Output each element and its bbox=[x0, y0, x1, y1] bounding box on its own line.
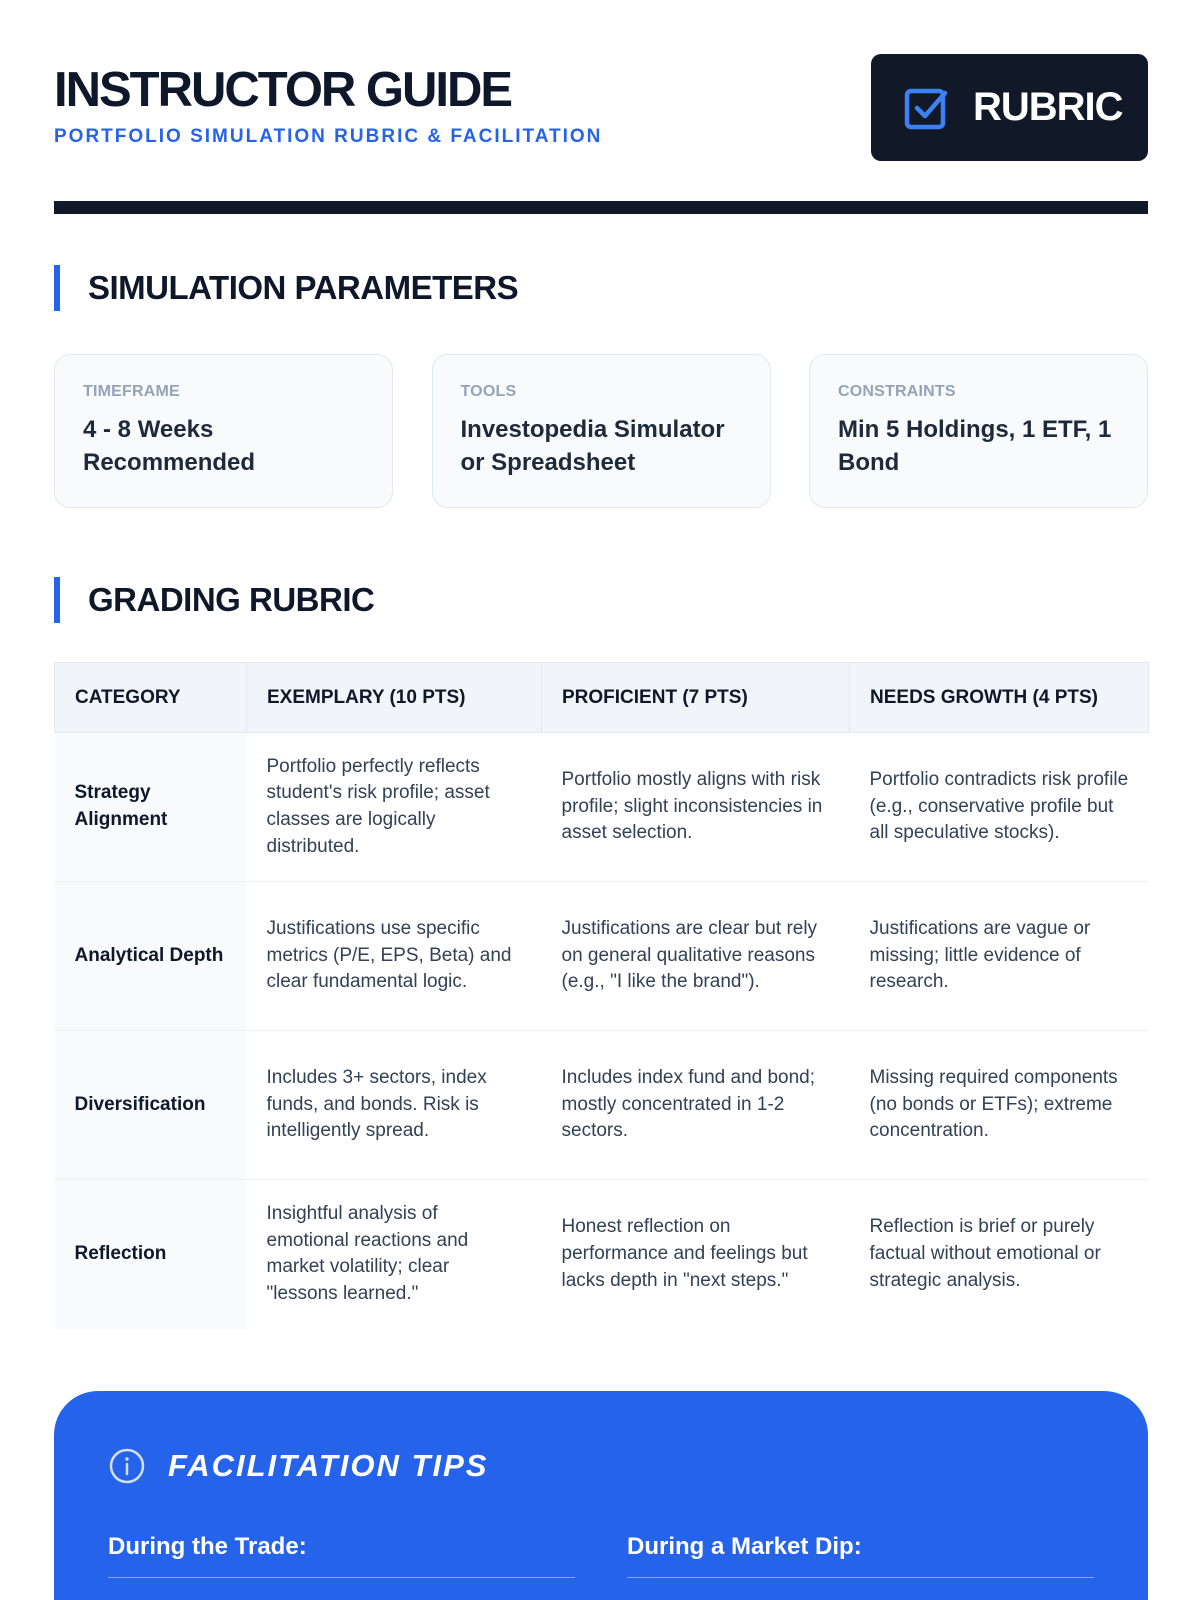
category-cell: Strategy Alignment bbox=[55, 733, 247, 882]
column-header: CATEGORY bbox=[55, 663, 247, 733]
category-cell: Analytical Depth bbox=[55, 882, 247, 1031]
category-cell: Reflection bbox=[55, 1180, 247, 1329]
needs-growth-cell: Portfolio contradicts risk profile (e.g., conservative profile but all speculative stocks). bbox=[850, 733, 1149, 882]
table-row bbox=[55, 1031, 1149, 1180]
param-label: TIMEFRAME bbox=[83, 383, 180, 400]
table-row bbox=[55, 1180, 1149, 1329]
page-header bbox=[54, 54, 1148, 164]
section-accent-bar bbox=[54, 577, 60, 623]
section-accent-bar bbox=[54, 265, 60, 311]
badge-label: RUBRIC bbox=[973, 85, 1123, 129]
tips-column-heading: During the Trade: bbox=[108, 1533, 575, 1578]
header-divider bbox=[54, 201, 1148, 214]
section-title: SIMULATION PARAMETERS bbox=[88, 269, 519, 306]
table-row bbox=[55, 733, 1149, 882]
section-heading-parameters bbox=[54, 264, 518, 312]
rubric-badge bbox=[871, 54, 1148, 161]
table-header-row bbox=[55, 663, 1149, 733]
tips-column-trade bbox=[108, 1533, 575, 1578]
param-value: Investopedia Simulator or Spreadsheet bbox=[460, 416, 725, 476]
tips-column-heading: During a Market Dip: bbox=[627, 1533, 1094, 1578]
param-card-constraints bbox=[809, 354, 1148, 508]
param-value: 4 - 8 Weeks Recommended bbox=[83, 416, 256, 476]
page-subtitle: PORTFOLIO SIMULATION RUBRIC & FACILITATION bbox=[54, 126, 603, 147]
needs-growth-cell: Missing required components (no bonds or ETFs); extreme concentration. bbox=[850, 1031, 1149, 1180]
proficient-cell: Includes index fund and bond; mostly concentrated in 1-2 sectors. bbox=[542, 1031, 850, 1180]
exemplary-cell: Includes 3+ sectors, index funds, and bonds. Risk is intelligently spread. bbox=[247, 1031, 542, 1180]
param-label: CONSTRAINTS bbox=[838, 383, 956, 400]
proficient-cell: Portfolio mostly aligns with risk profile; slight inconsistencies in asset selection. bbox=[542, 733, 850, 882]
page-title: INSTRUCTOR GUIDE bbox=[54, 63, 512, 117]
tips-heading bbox=[108, 1447, 488, 1485]
parameter-cards bbox=[54, 354, 1148, 508]
param-value: Min 5 Holdings, 1 ETF, 1 Bond bbox=[838, 416, 1112, 476]
column-header: EXEMPLARY (10 PTS) bbox=[247, 663, 542, 733]
needs-growth-cell: Justifications are vague or missing; little evidence of research. bbox=[850, 882, 1149, 1031]
proficient-cell: Justifications are clear but rely on general qualitative reasons (e.g., "I like the brand"). bbox=[542, 882, 850, 1031]
rubric-table bbox=[54, 662, 1149, 1329]
category-cell: Diversification bbox=[55, 1031, 247, 1180]
exemplary-cell: Justifications use specific metrics (P/E, EPS, Beta) and clear fundamental logic. bbox=[247, 882, 542, 1031]
tips-column-dip bbox=[627, 1533, 1094, 1578]
tips-title: FACILITATION TIPS bbox=[168, 1448, 489, 1483]
section-heading-rubric bbox=[54, 576, 374, 624]
param-card-timeframe bbox=[54, 354, 393, 508]
table-row bbox=[55, 882, 1149, 1031]
info-icon bbox=[108, 1447, 146, 1485]
exemplary-cell: Insightful analysis of emotional reactions and market volatility; clear "lessons learned." bbox=[266, 1203, 469, 1304]
exemplary-cell: Portfolio perfectly reflects student's risk profile; asset classes are logically distributed. bbox=[247, 733, 542, 882]
column-header: NEEDS GROWTH (4 PTS) bbox=[850, 663, 1149, 733]
facilitation-tips-panel bbox=[54, 1391, 1148, 1600]
proficient-cell: Honest reflection on performance and feelings but lacks depth in "next steps." bbox=[561, 1216, 808, 1291]
param-label: TOOLS bbox=[460, 383, 517, 400]
param-card-tools bbox=[432, 354, 771, 508]
checkbox-icon bbox=[901, 83, 951, 133]
column-header: PROFICIENT (7 PTS) bbox=[542, 663, 850, 733]
needs-growth-cell: Reflection is brief or purely factual without emotional or strategic analysis. bbox=[869, 1216, 1101, 1291]
section-title: GRADING RUBRIC bbox=[88, 581, 375, 618]
